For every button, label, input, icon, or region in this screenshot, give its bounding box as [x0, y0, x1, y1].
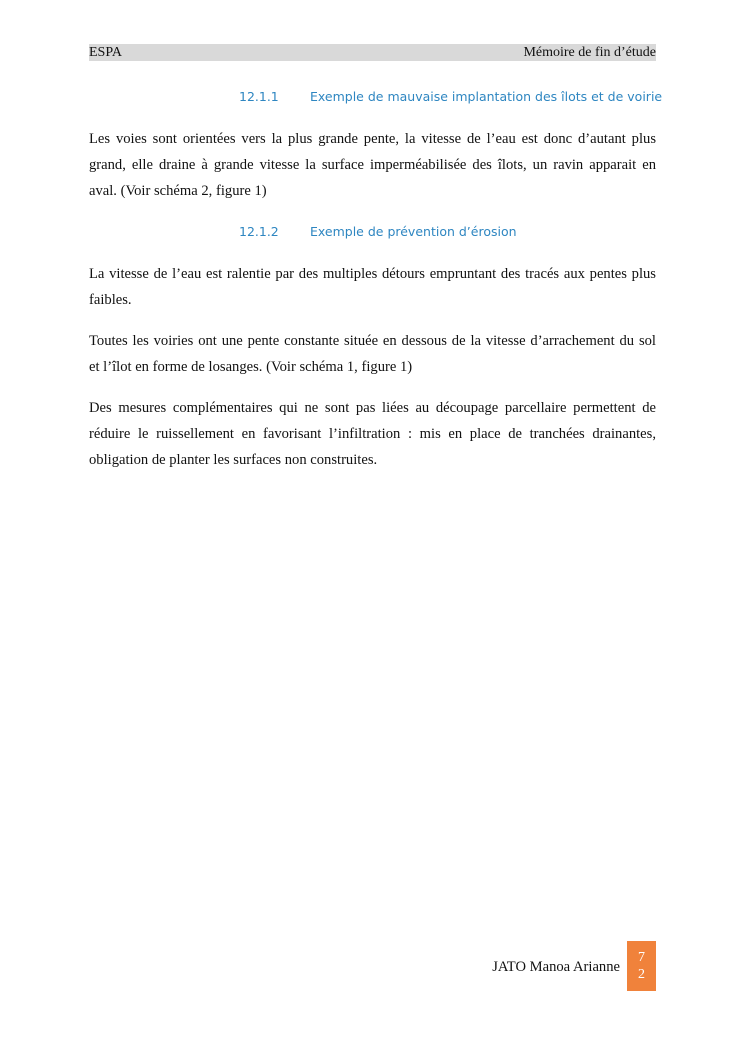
- footer-author: JATO Manoa Arianne: [492, 959, 620, 975]
- header-school: ESPA: [89, 45, 122, 60]
- section-number: 12.1.2: [239, 224, 279, 239]
- paragraph-1: [89, 126, 656, 204]
- paragraph-4: [89, 395, 656, 473]
- header-document-title: Mémoire de fin d’étude: [523, 45, 656, 60]
- page-number-digit: 7: [638, 950, 645, 965]
- paragraph-line: Les voies sont orientées vers la plus grande pente, la vitesse de l’eau est donc d’autant plus: [89, 131, 656, 147]
- section-number: 12.1.1: [239, 89, 279, 104]
- page-number-badge: [627, 941, 656, 991]
- paragraph-line: La vitesse de l’eau est ralentie par des multiples détours empruntant des tracés aux pentes plus: [89, 266, 656, 282]
- paragraph-line: Des mesures complémentaires qui ne sont pas liées au découpage parcellaire permettent de: [89, 400, 656, 416]
- section-title: Exemple de mauvaise implantation des îlots et de voirie: [310, 89, 663, 104]
- paragraph-line: faibles.: [89, 292, 132, 308]
- paragraph-line: aval. (Voir schéma 2, figure 1): [89, 183, 267, 199]
- paragraph-line: grand, elle draine à grande vitesse la surface imperméabilisée des îlots, un ravin apparait en: [89, 157, 656, 173]
- paragraph-line: obligation de planter les surfaces non construites.: [89, 452, 378, 468]
- paragraph-3: [89, 328, 656, 380]
- page-header: [89, 44, 656, 61]
- section-title: Exemple de prévention d’érosion: [310, 224, 517, 239]
- paragraph-line: Toutes les voiries ont une pente constante située en dessous de la vitesse d’arrachement du sol: [89, 333, 656, 349]
- paragraph-line: et l’îlot en forme de losanges. (Voir schéma 1, figure 1): [89, 359, 413, 375]
- paragraph-2: [89, 261, 656, 313]
- paragraph-line: réduire le ruissellement en favorisant l’infiltration : mis en place de tranchées drainantes,: [89, 426, 656, 442]
- page-number-digit: 2: [638, 967, 645, 982]
